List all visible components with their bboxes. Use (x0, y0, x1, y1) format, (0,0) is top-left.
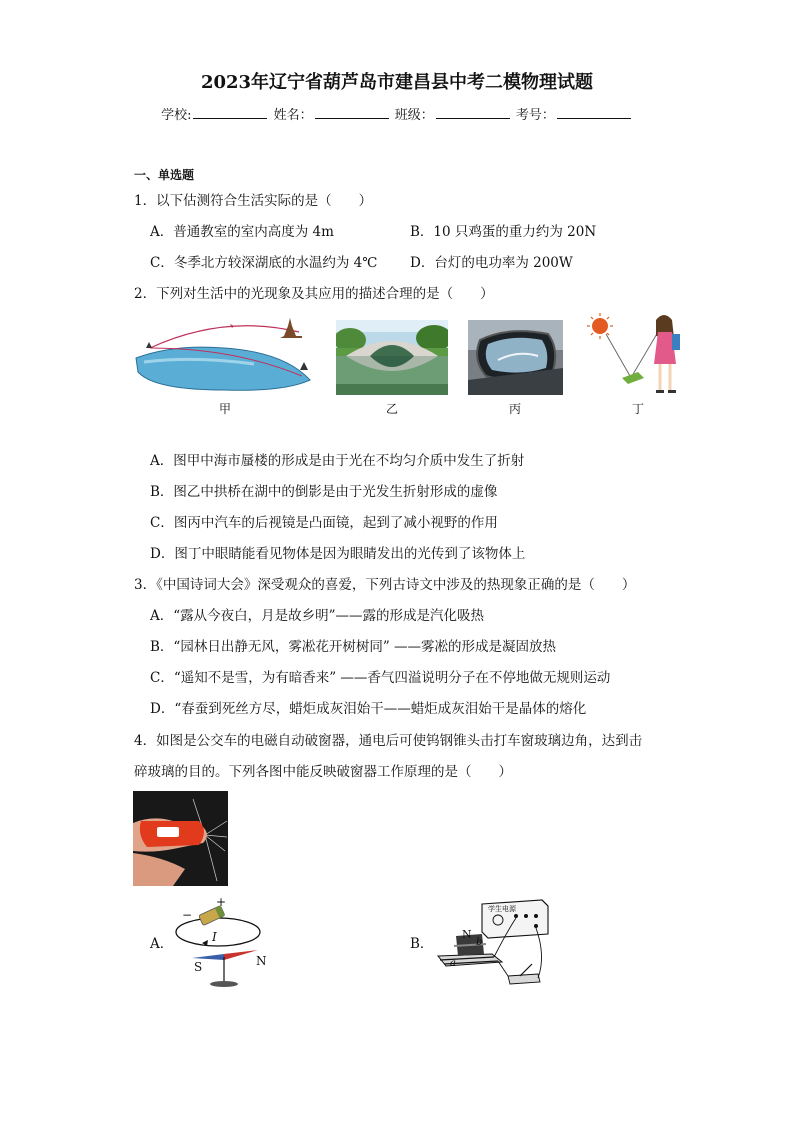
q4-option-b-label: B． (410, 936, 434, 952)
figure-eye-sees-object (586, 312, 686, 398)
fig-b-magnet-label: N (462, 928, 472, 941)
fig-b-supply-label: 学生电源 (488, 905, 516, 913)
q3-option-b: B．“园林日出静无风，雾凇花开树树同” ——雾凇的形成是凝固放热 (150, 639, 557, 655)
q2-option-a: A．图甲中海市蜃楼的形成是由于光在不均匀介质中发生了折射 (150, 453, 525, 469)
figure-window-breaker-photo (133, 791, 228, 886)
fig-a-north-label: N (256, 954, 267, 968)
exam-no-label: 考号： (515, 108, 555, 123)
caption-ding: 丁 (631, 402, 644, 416)
school-label: 学校: (161, 108, 192, 123)
caption-yi: 乙 (385, 402, 398, 416)
name-blank[interactable] (315, 106, 389, 119)
fig-b-wire-b-label: b (476, 937, 483, 948)
q1-option-c: C．冬季北方较深湖底的水温约为 4℃ (150, 255, 378, 271)
q3-option-a: A．“露从今夜白，月是故乡明”——露的形成是汽化吸热 (150, 608, 485, 624)
q2-stem: 2．下列对生活中的光现象及其应用的描述合理的是（ ） (134, 286, 494, 302)
section-heading: 一、单选题 (134, 168, 195, 182)
caption-bing: 丙 (508, 402, 521, 416)
q4-stem-line1: 4．如图是公交车的电磁自动破窗器，通电后可使钨钢锥头击打车窗玻璃边角，达到击 (134, 733, 643, 749)
q3-option-d: D．“春蚕到死丝方尽，蜡炬成灰泪始干——蜡炬成灰泪始干是晶体的熔化 (150, 701, 587, 717)
q2-option-d: D．图丁中眼睛能看见物体是因为眼睛发出的光传到了该物体上 (150, 546, 526, 562)
fig-a-plus: + (216, 895, 227, 909)
fig-a-minus: − (182, 908, 193, 922)
caption-jia: 甲 (218, 402, 231, 416)
fig-a-south-label: S (194, 960, 203, 974)
q3-stem: 3．《中国诗词大会》深受观众的喜爱，下列古诗文中涉及的热现象正确的是（ ） (134, 577, 636, 593)
q4-stem-line2: 碎玻璃的目的。下列各图中能反映破窗器工作原理的是（ ） (134, 764, 512, 780)
q1-option-b: B．10 只鸡蛋的重力约为 20N (410, 224, 597, 240)
class-blank[interactable] (436, 106, 510, 119)
student-info-line (0, 104, 794, 123)
figure-arch-bridge (336, 320, 448, 395)
figure-car-mirror (468, 320, 563, 395)
q1-option-d: D．台灯的电功率为 200W (410, 255, 573, 271)
q3-option-c: C．“遥知不是雪，为有暗香来” ——香气四溢说明分子在不停地做无规则运动 (150, 670, 611, 686)
figure-mirage (134, 314, 314, 394)
exam-no-blank[interactable] (557, 106, 631, 119)
page-title: 2023年辽宁省葫芦岛市建昌县中考二模物理试题 (200, 72, 594, 93)
fig-b-wire-a-label: a (450, 958, 456, 969)
class-label: 班级： (394, 108, 434, 123)
q4-option-a-label: A． (150, 936, 174, 952)
q2-option-b: B．图乙中拱桥在湖中的倒影是由于光发生折射形成的虚像 (150, 484, 498, 500)
q1-stem: 1．以下估测符合生活实际的是（ ） (134, 193, 373, 209)
q2-option-c: C．图丙中汽车的后视镜是凸面镜，起到了减小视野的作用 (150, 515, 498, 531)
name-label: 姓名： (273, 108, 313, 123)
fig-a-current-label: I (212, 930, 217, 944)
school-blank[interactable] (193, 106, 267, 119)
q1-option-a: A．普通教室的室内高度为 4m (150, 224, 334, 240)
